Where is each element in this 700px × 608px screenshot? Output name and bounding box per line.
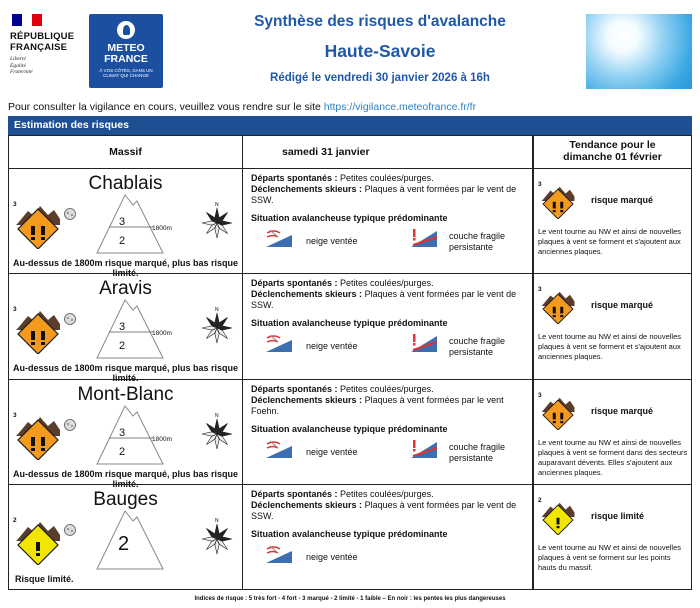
massif-row-chablais (9, 169, 691, 278)
triggered-line: Déclenchements skieurs : Plaques à vent formées par le vent de SSW. (251, 289, 517, 310)
meteo-logo-line1: METEO (107, 42, 145, 54)
massif-name: Aravis (99, 278, 152, 299)
situation-label: neige ventée (306, 341, 358, 351)
situation-heading: Situation avalancheuse typique prédominante (251, 318, 448, 328)
risk-index: 3 (13, 306, 17, 313)
page-header (0, 0, 700, 98)
republique-line2: FRANÇAISE (10, 42, 68, 53)
upper-level: 2 (118, 533, 130, 555)
lower-level: 2 (119, 446, 126, 458)
exposure-rose-icon (199, 201, 235, 241)
trend-risk-icon (538, 499, 578, 535)
trend-risk-icon (538, 183, 578, 219)
republique-line1: RÉPUBLIQUE (10, 31, 75, 42)
massif-summary: Risque limité. (15, 574, 74, 584)
trend-label: risque marqué (591, 406, 654, 416)
trend-text: Le vent tourne au NW et ainsi de nouvelles plaques à vent se forment sur les points hauts du massif. (538, 543, 682, 572)
written-date: Rédigé le vendredi 30 janvier 2026 à 16h (270, 72, 490, 84)
trend-text: Le vent tourne au NW et ainsi de nouvelles plaques à vent se forment et s'ajoutent aux anciennes plaques. (538, 227, 682, 256)
risk-index: 3 (13, 201, 17, 208)
trend-label: risque limité (591, 511, 645, 521)
trend-index: 3 (538, 286, 542, 293)
massif-name: Mont-Blanc (77, 384, 174, 405)
triggered-line: Déclenchements skieurs : Plaques à vent formées par le vent de SSW. (251, 184, 517, 205)
triggered-line: Déclenchements skieurs : Plaques à vent formées par le vent Foehn. (251, 395, 504, 416)
weak-layer-icon (409, 438, 439, 460)
french-flag-icon (12, 14, 42, 26)
meteo-logo-tagline: À VOS CÔTÉS, DANS UN CLIMAT QUI CHANGE (99, 68, 153, 78)
svg-text:N: N (215, 202, 219, 208)
vigilance-link[interactable]: https://vigilance.meteofrance.fr/fr (323, 101, 477, 113)
massif-summary: Au-dessus de 1800m risque marqué, plus bas risque limité. (12, 363, 239, 383)
spontaneous-line: Départs spontanés : Petites coulées/purges. (251, 173, 434, 183)
situation-heading: Situation avalancheuse typique prédominante (251, 213, 448, 223)
lower-level: 2 (119, 235, 126, 247)
svg-text:N: N (215, 307, 219, 313)
altitude-limit: 1800m (152, 330, 172, 337)
mountain-icon (95, 296, 165, 360)
massif-row-mont-blanc (9, 380, 691, 489)
sky-image (586, 14, 692, 89)
situation-label: couche fragile persistante (449, 336, 506, 357)
massif-summary: Au-dessus de 1800m risque marqué, plus bas risque limité. (12, 258, 239, 278)
trend-label: risque marqué (591, 195, 654, 205)
trend-label: risque marqué (591, 300, 654, 310)
massif-summary: Au-dessus de 1800m risque marqué, plus bas risque limité. (12, 469, 239, 489)
risk-level-icon (14, 412, 62, 460)
meteo-france-logo (89, 14, 163, 88)
republique-francaise-logo (10, 14, 80, 76)
exposure-rose-icon (199, 517, 235, 557)
risk-level-icon (14, 201, 62, 249)
footer-legend: Indices de risque : 5 très fort - 4 fort - 3 marqué - 2 limité - 1 faible – En noir : les pentes les plus dangereuses (194, 596, 506, 602)
triggered-line: Déclenchements skieurs : Plaques à vent formées par le vent de SSW. (251, 500, 517, 521)
massif-row-aravis (9, 274, 691, 383)
trend-risk-icon (538, 394, 578, 430)
upper-level: 3 (119, 427, 126, 439)
spontaneous-line: Départs spontanés : Petites coulées/purges. (251, 489, 434, 499)
weak-layer-icon (409, 227, 439, 249)
trend-risk-icon (538, 288, 578, 324)
altitude-limit: 1800m (152, 436, 172, 443)
svg-text:N: N (215, 413, 219, 419)
wind-snow-icon (264, 543, 294, 565)
wind-snow-icon (264, 227, 294, 249)
wind-snow-icon (264, 438, 294, 460)
section-title: Estimation des risques (8, 116, 692, 135)
trend-index: 3 (538, 181, 542, 188)
situation-label: couche fragile persistante (449, 231, 506, 252)
meteo-logo-line2: FRANCE (104, 53, 148, 65)
page-title: Synthèse des risques d'avalanche (254, 13, 506, 30)
situation-heading: Situation avalancheuse typique prédominante (251, 529, 448, 539)
trend-index: 3 (538, 392, 542, 399)
trend-text: Le vent tourne au NW et ainsi de nouvelles plaques à vent se forment et s'ajoutent aux anciennes plaques. (538, 332, 682, 361)
risk-level-icon (14, 517, 62, 565)
massif-name: Chablais (88, 173, 163, 194)
exposure-rose-icon (199, 412, 235, 452)
trend-text: Le vent tourne au NW et ainsi de nouvelles plaques à vent se forment dans des secteurs auparavant dévents. Elles s'ajoutent aux anciennes plaques. (538, 438, 688, 477)
upper-level: 3 (119, 216, 126, 228)
massif-row-bauges (9, 485, 691, 589)
snowball-icon (63, 523, 77, 542)
situation-label: neige ventée (306, 552, 358, 562)
mountain-icon (95, 402, 165, 466)
department-title: Haute-Savoie (324, 41, 436, 61)
risk-table (8, 135, 692, 590)
altitude-limit: 1800m (152, 225, 172, 232)
weak-layer-icon (409, 332, 439, 354)
meteo-france-mark-icon (117, 21, 135, 39)
mountain-icon (95, 191, 165, 255)
lower-level: 2 (119, 340, 126, 352)
risk-index: 3 (13, 412, 17, 419)
motto: Liberté Égalité Fraternité (10, 56, 33, 75)
svg-text:N: N (215, 518, 219, 524)
situation-heading: Situation avalancheuse typique prédominante (251, 424, 448, 434)
intro-line: Pour consulter la vigilance en cours, veuillez vous rendre sur le site https://vigilance.meteofrance.fr/fr (8, 101, 477, 113)
situation-label: couche fragile persistante (449, 442, 506, 463)
wind-snow-icon (264, 332, 294, 354)
snowball-icon (63, 418, 77, 437)
upper-level: 3 (119, 321, 126, 333)
snowball-icon (63, 312, 77, 331)
spontaneous-line: Départs spontanés : Petites coulées/purges. (251, 384, 434, 394)
column-header-massif: Massif (109, 146, 142, 158)
massif-name: Bauges (93, 489, 158, 510)
situation-label: neige ventée (306, 447, 358, 457)
trend-index: 2 (538, 497, 542, 504)
snowball-icon (63, 207, 77, 226)
risk-index: 2 (13, 517, 17, 524)
column-header-trend: Tendance pour le dimanche 01 février (563, 139, 662, 163)
spontaneous-line: Départs spontanés : Petites coulées/purges. (251, 278, 434, 288)
exposure-rose-icon (199, 306, 235, 346)
situation-label: neige ventée (306, 236, 358, 246)
mountain-icon (95, 507, 165, 571)
column-header-day: samedi 31 janvier (282, 146, 370, 158)
risk-level-icon (14, 306, 62, 354)
